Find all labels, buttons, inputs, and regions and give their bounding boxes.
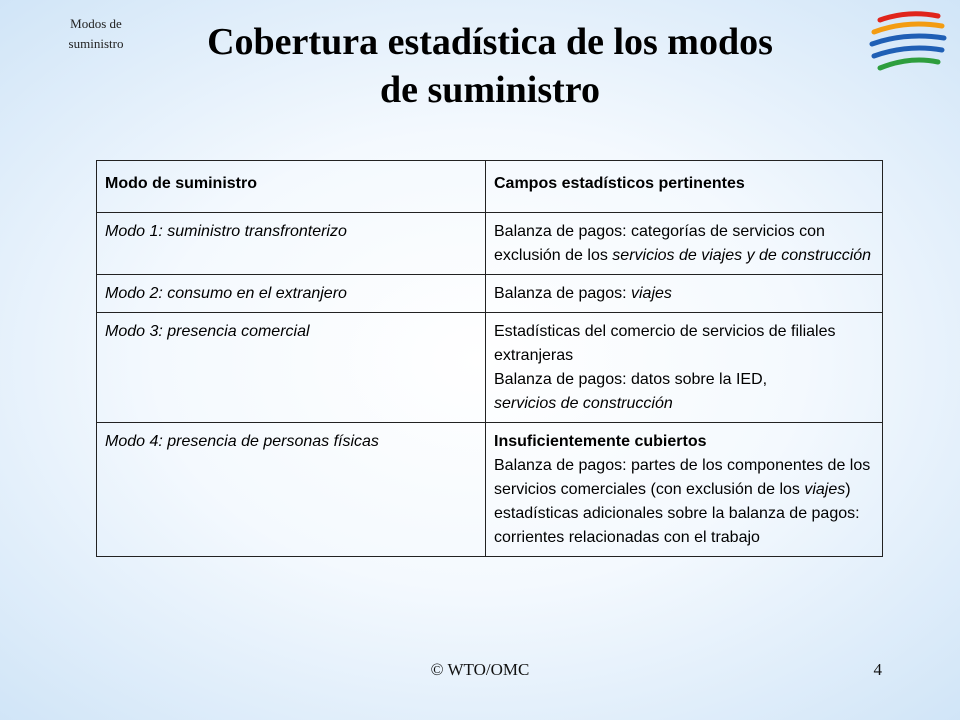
table-row xyxy=(97,423,883,557)
footer-copyright: © WTO/OMC xyxy=(430,660,530,679)
table-row xyxy=(97,213,883,275)
fields-text-italic: viajes xyxy=(804,481,846,498)
fields-line-bold: Insuficientemente cubiertos xyxy=(494,433,707,450)
section-label xyxy=(52,14,140,54)
fields-cell xyxy=(486,313,883,423)
header-fields: Campos estadísticos pertinentes xyxy=(486,161,883,213)
table-row xyxy=(97,313,883,423)
fields-line-italic: servicios de construcción xyxy=(494,395,673,412)
fields-text-italic: viajes xyxy=(631,285,672,302)
page-title-line2: de suministro xyxy=(380,69,600,111)
fields-line: Balanza de pagos: datos sobre la IED, xyxy=(494,371,768,388)
fields-cell xyxy=(486,213,883,275)
fields-text-end: ) xyxy=(845,481,851,498)
fields-cell xyxy=(486,275,883,313)
fields-cell xyxy=(486,423,883,557)
table-header-row xyxy=(97,161,883,213)
mode-cell: Modo 2: consumo en el extranjero xyxy=(97,275,486,313)
section-label-line1: Modos de xyxy=(70,16,122,31)
wto-logo-icon xyxy=(866,8,950,78)
mode-cell: Modo 3: presencia comercial xyxy=(97,313,486,423)
mode-cell: Modo 1: suministro transfronterizo xyxy=(97,213,486,275)
header-mode: Modo de suministro xyxy=(97,161,486,213)
page-title-line1: Cobertura estadística de los modos xyxy=(207,21,773,63)
modes-table xyxy=(96,160,883,557)
fields-text: Balanza de pagos: categorías de servicios con exclusión de los xyxy=(494,223,825,264)
fields-line: Estadísticas del comercio de servicios de filiales extranjeras xyxy=(494,323,836,364)
fields-text: Balanza de pagos: xyxy=(494,285,631,302)
fields-line: estadísticas adicionales sobre la balanza de pagos: corrientes relacionadas con el trabajo xyxy=(494,505,860,546)
page-title xyxy=(130,18,850,114)
mode-cell: Modo 4: presencia de personas físicas xyxy=(97,423,486,557)
fields-text: Balanza de pagos: partes de los componentes de los servicios comerciales (con exclusión de los xyxy=(494,457,871,498)
fields-text-italic: servicios de viajes y de construcción xyxy=(612,247,872,264)
table-row xyxy=(97,275,883,313)
fields-line xyxy=(494,454,874,502)
section-label-line2: suministro xyxy=(68,36,124,51)
page-number: 4 xyxy=(873,660,882,679)
